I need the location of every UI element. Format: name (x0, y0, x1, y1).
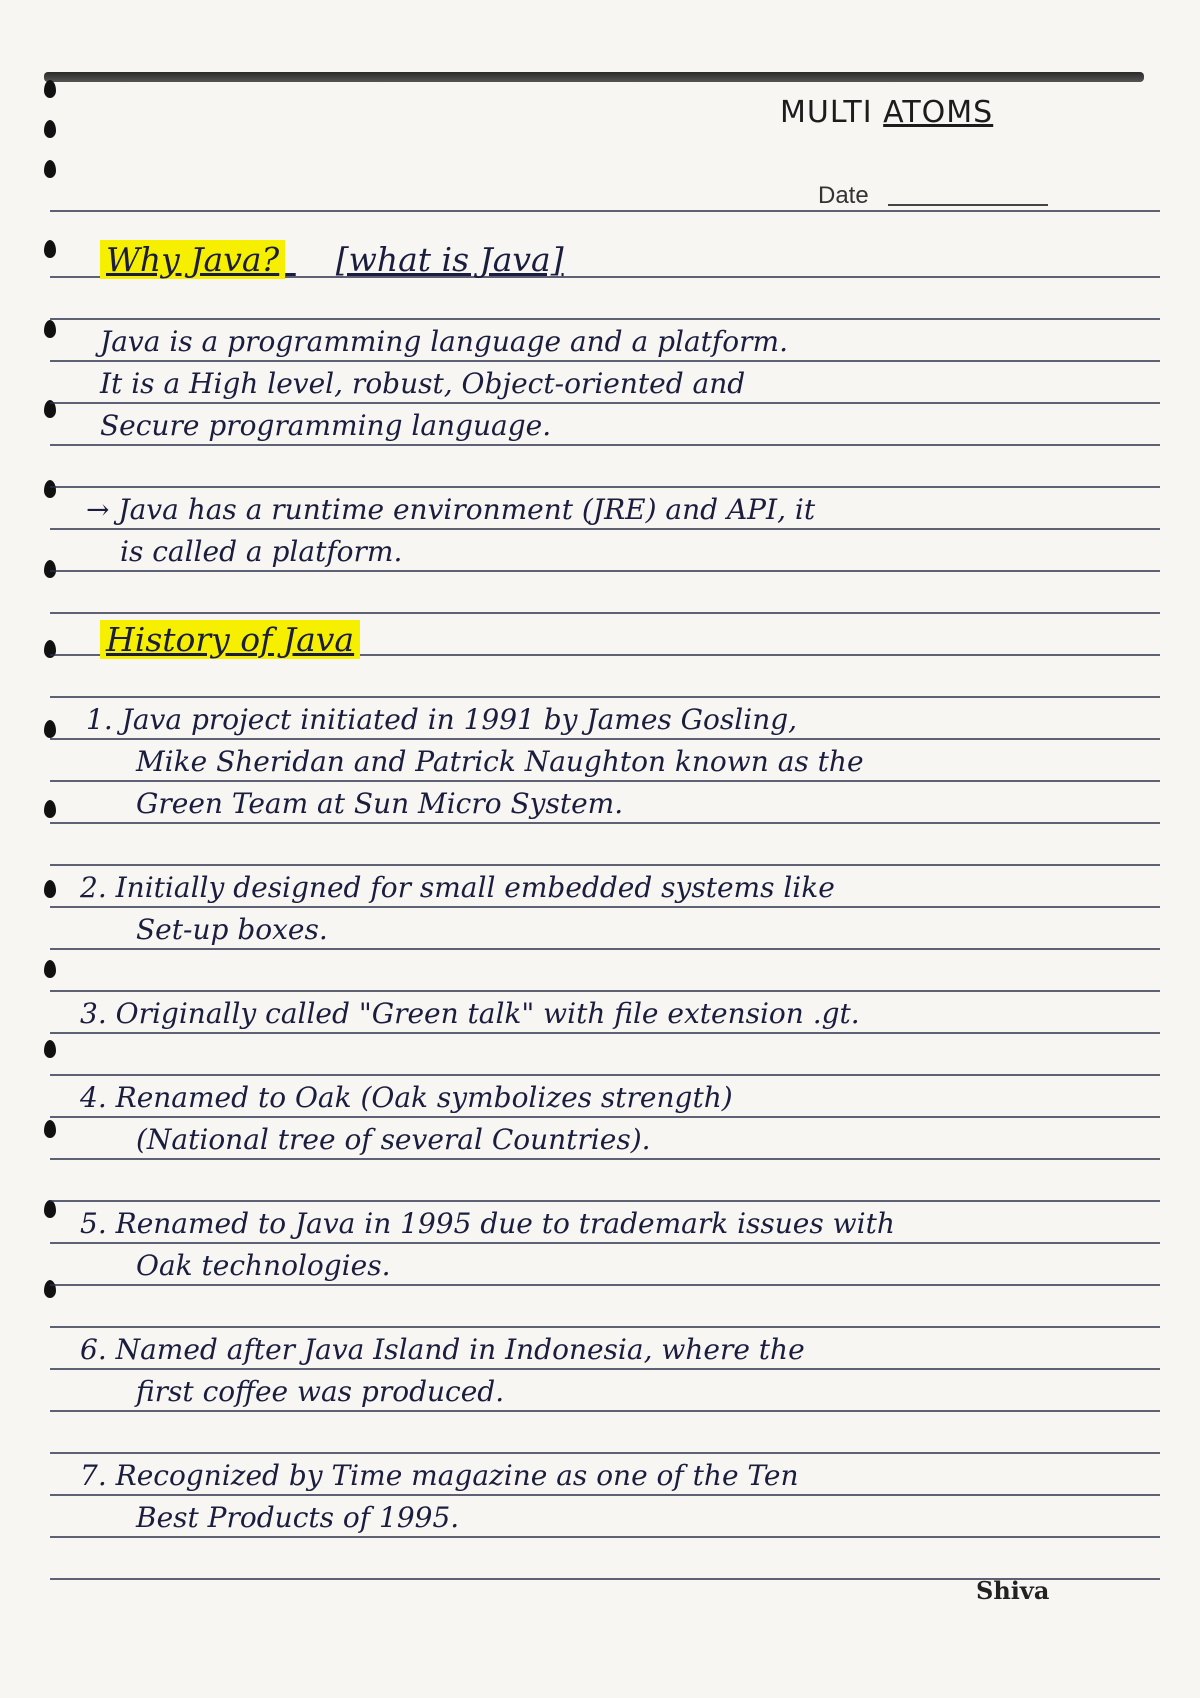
ruled-line (50, 780, 1160, 782)
date-underline (888, 204, 1048, 206)
ruled-line (50, 1074, 1160, 1076)
heading-why-java (100, 240, 564, 279)
ruled-line (50, 906, 1160, 908)
history-item-7-line: 7. Recognized by Time magazine as one of the Ten (80, 1459, 799, 1492)
history-item-1-line: Mike Sheridan and Patrick Naughton known as the (136, 745, 864, 778)
brand-label (780, 95, 993, 130)
ruled-line (50, 990, 1160, 992)
ruled-line (50, 822, 1160, 824)
heading-why-java-main: Why Java? (100, 240, 285, 279)
punch-hole (44, 720, 56, 738)
ruled-line (50, 1116, 1160, 1118)
ruled-line (50, 1368, 1160, 1370)
ruled-line (50, 864, 1160, 866)
history-item-6-line: 6. Named after Java Island in Indonesia, where the (80, 1333, 805, 1366)
punch-hole (44, 880, 56, 898)
brand-second: ATOMS (883, 95, 994, 130)
history-item-4-line: 4. Renamed to Oak (Oak symbolizes strength) (80, 1081, 733, 1114)
punch-hole (44, 800, 56, 818)
arrow-note-line: → Java has a runtime environment (JRE) and API, it (86, 493, 816, 526)
history-item-1-line: Green Team at Sun Micro System. (136, 787, 624, 820)
intro-line: It is a High level, robust, Object-oriented and (100, 367, 746, 400)
punch-hole (44, 960, 56, 978)
history-item-5-line: 5. Renamed to Java in 1995 due to trademark issues with (80, 1207, 895, 1240)
ruled-line (50, 948, 1160, 950)
history-item-2-line: Set-up boxes. (136, 913, 328, 946)
punch-hole (44, 1280, 56, 1298)
history-item-4-line: (National tree of several Countries). (136, 1123, 651, 1156)
ruled-line (50, 402, 1160, 404)
heading-history (100, 620, 360, 659)
ruled-line (50, 1494, 1160, 1496)
ruled-line (50, 1410, 1160, 1412)
punch-hole (44, 1200, 56, 1218)
ruled-line (50, 1284, 1160, 1286)
history-item-3-line: 3. Originally called "Green talk" with file extension .gt. (80, 997, 860, 1030)
ruled-line (50, 738, 1160, 740)
brand-first: MULTI (780, 95, 873, 130)
ruled-line (50, 1158, 1160, 1160)
punch-hole (44, 1120, 56, 1138)
history-item-6-line: first coffee was produced. (136, 1375, 505, 1408)
punch-hole (44, 480, 56, 498)
ruled-line (50, 1242, 1160, 1244)
ruled-line (50, 1032, 1160, 1034)
punch-hole (44, 160, 56, 178)
history-item-1-line: 1. Java project initiated in 1991 by James Gosling, (86, 703, 798, 736)
punch-hole (44, 80, 56, 98)
ruled-line (50, 1536, 1160, 1538)
punch-hole (44, 120, 56, 138)
arrow-note-line: is called a platform. (120, 535, 403, 568)
heading-history-text: History of Java (100, 620, 360, 659)
intro-line: Secure programming language. (100, 409, 552, 442)
page-top-edge (44, 72, 1144, 82)
history-item-2-line: 2. Initially designed for small embedded systems like (80, 871, 835, 904)
history-item-7-line: Best Products of 1995. (136, 1501, 460, 1534)
punch-hole (44, 320, 56, 338)
signature: Shiva (976, 1576, 1050, 1605)
ruled-line (50, 570, 1160, 572)
ruled-line (50, 1326, 1160, 1328)
date-label: Date (818, 182, 869, 209)
ruled-line (50, 528, 1160, 530)
heading-why-java-alt: [what is Java] (335, 240, 564, 279)
ruled-line (50, 486, 1160, 488)
ruled-line (50, 1200, 1160, 1202)
punch-hole (44, 240, 56, 258)
history-item-5-line: Oak technologies. (136, 1249, 391, 1282)
punch-hole (44, 560, 56, 578)
ruled-line (50, 444, 1160, 446)
ruled-line (50, 612, 1160, 614)
ruled-line (50, 210, 1160, 212)
ruled-line (50, 696, 1160, 698)
punch-hole (44, 1040, 56, 1058)
intro-line: Java is a programming language and a platform. (100, 325, 788, 358)
ruled-line (50, 360, 1160, 362)
ruled-line (50, 318, 1160, 320)
ruled-line (50, 1452, 1160, 1454)
